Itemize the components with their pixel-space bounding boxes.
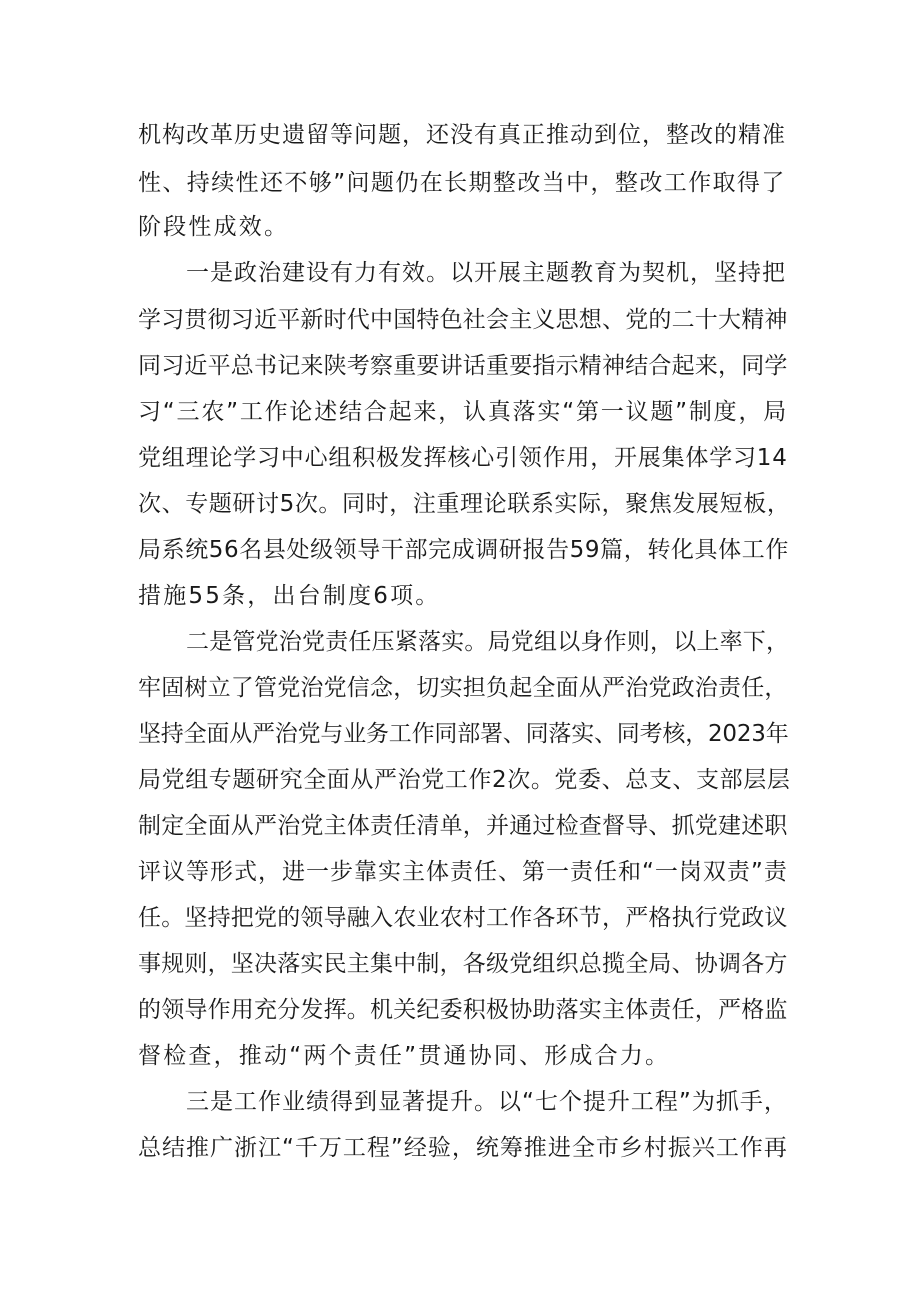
- text-line: 阶段性成效。: [138, 214, 290, 240]
- paragraph-first-line: 一是政治建设有力有效。以开展主题教育为契机，坚持把: [186, 260, 786, 286]
- text-line: 任。坚持把党的领导融入农业农村工作各环节，严格执行党政议: [138, 905, 788, 931]
- text-line: 学习贯彻习近平新时代中国特色社会主义思想、党的二十大精神: [138, 307, 788, 333]
- text-line: 党组理论学习中心组积极发挥核心引领作用，开展集体学习14: [138, 445, 788, 471]
- text-line: 牢固树立了管党治党信念，切实担负起全面从严治党政治责任，: [138, 675, 788, 701]
- text-line: 督检查，推动“两个责任”贯通协同、形成合力。: [138, 1043, 671, 1069]
- text-line: 评议等形式，进一步靠实主体责任、第一责任和“一岗双责”责: [138, 859, 788, 885]
- text-line: 性、持续性还不够”问题仍在长期整改当中，整改工作取得了: [138, 170, 786, 196]
- text-line: 坚持全面从严治党与业务工作同部署、同落实、同考核，2023年: [138, 721, 789, 747]
- text-line: 总结推广浙江“千万工程”经验，统筹推进全市乡村振兴工作再: [138, 1135, 788, 1161]
- text-line: 次、专题研讨5次。同时，注重理论联系实际，聚焦发展短板，: [138, 491, 791, 517]
- text-line: 局系统56名县处级领导干部完成调研报告59篇，转化具体工作: [138, 537, 789, 563]
- text-line: 同习近平总书记来陕考察重要讲话重要指示精神结合起来，同学: [138, 353, 788, 379]
- text-line: 的领导作用充分发挥。机关纪委积极协助落实主体责任，严格监: [138, 997, 788, 1023]
- paragraph-first-line: 三是工作业绩得到显著提升。以“七个提升工程”为抓手，: [186, 1089, 788, 1115]
- text-line: 习“三农”工作论述结合起来，认真落实“第一议题”制度，局: [138, 399, 789, 425]
- text-line: 局党组专题研究全面从严治党工作2次。党委、总支、支部层层: [138, 767, 791, 793]
- text-line: 机构改革历史遗留等问题，还没有真正推动到位，整改的精准: [138, 122, 786, 148]
- text-line: 事规则，坚决落实民主集中制，各级党组织总揽全局、协调各方: [138, 951, 788, 977]
- paragraph-first-line: 二是管党治党责任压紧落实。局党组以身作则，以上率下，: [186, 629, 790, 655]
- text-line: 制定全面从严治党主体责任清单，并通过检查督导、抓党建述职: [138, 813, 788, 839]
- text-line: 措施55条，出台制度6项。: [138, 583, 441, 609]
